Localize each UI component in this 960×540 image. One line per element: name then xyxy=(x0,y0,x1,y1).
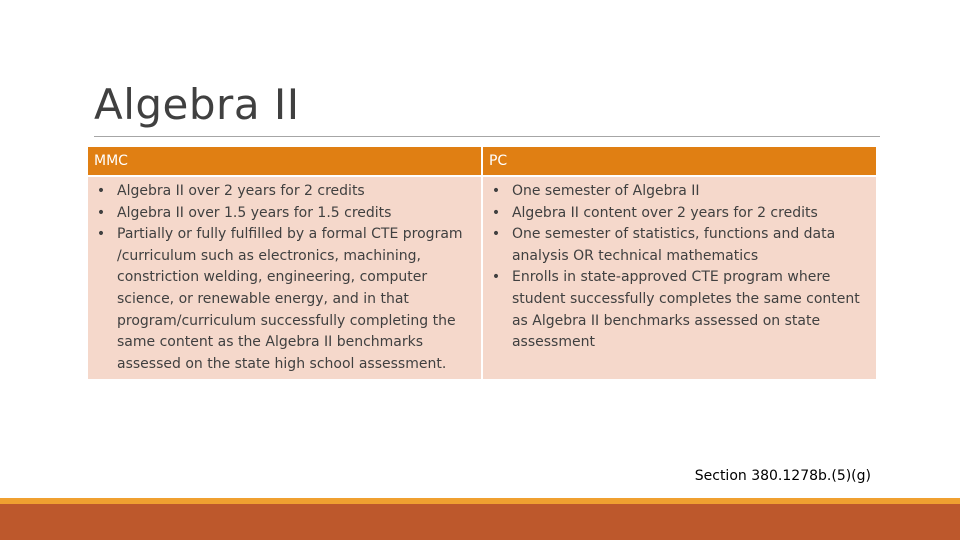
bullet-icon: • xyxy=(491,204,501,221)
pc-list xyxy=(483,181,870,354)
pc-cell xyxy=(483,177,876,379)
list-item-text: Algebra II over 2 years for 2 credits xyxy=(117,183,365,199)
list-item xyxy=(483,203,870,225)
bullet-icon: • xyxy=(491,183,501,199)
table-row xyxy=(88,177,876,379)
footer-bar xyxy=(0,504,960,540)
table-header-row xyxy=(88,147,876,175)
comparison-table xyxy=(86,145,878,381)
header-pc: PC xyxy=(483,147,876,175)
page-title: Algebra II xyxy=(94,80,300,129)
header-mmc: MMC xyxy=(88,147,481,175)
bullet-icon: • xyxy=(96,204,106,221)
bullet-icon: • xyxy=(491,269,501,286)
list-item xyxy=(88,203,475,225)
list-item-text: One semester of statistics, functions and data analysis OR technical mathematics xyxy=(511,226,836,264)
list-item xyxy=(88,181,475,203)
bullet-icon: • xyxy=(96,226,106,243)
list-item xyxy=(483,267,870,353)
citation: Section 380.1278b.(5)(g) xyxy=(694,468,871,484)
mmc-cell xyxy=(88,177,481,379)
list-item xyxy=(88,224,475,375)
list-item xyxy=(483,181,870,203)
list-item-text: Algebra II content over 2 years for 2 credits xyxy=(511,204,818,221)
list-item-text: Enrolls in state-approved CTE program where student successfully completes the same content as Algebra II benchmarks assessed on state assessment xyxy=(511,269,860,351)
list-item xyxy=(483,224,870,267)
mmc-list xyxy=(88,181,475,375)
list-item-text: One semester of Algebra II xyxy=(511,183,700,199)
bullet-icon: • xyxy=(491,226,501,243)
title-divider xyxy=(94,136,880,137)
list-item-text: Partially or fully fulfilled by a formal CTE program /curriculum such as electronics, machining, constriction welding, engineering, computer science, or renewable energy, and in that program/curriculum successfully completing the same content as the Algebra II benchmarks assessed on the state high school assessment. xyxy=(117,226,463,372)
list-item-text: Algebra II over 1.5 years for 1.5 credits xyxy=(117,204,392,221)
bullet-icon: • xyxy=(96,183,106,199)
